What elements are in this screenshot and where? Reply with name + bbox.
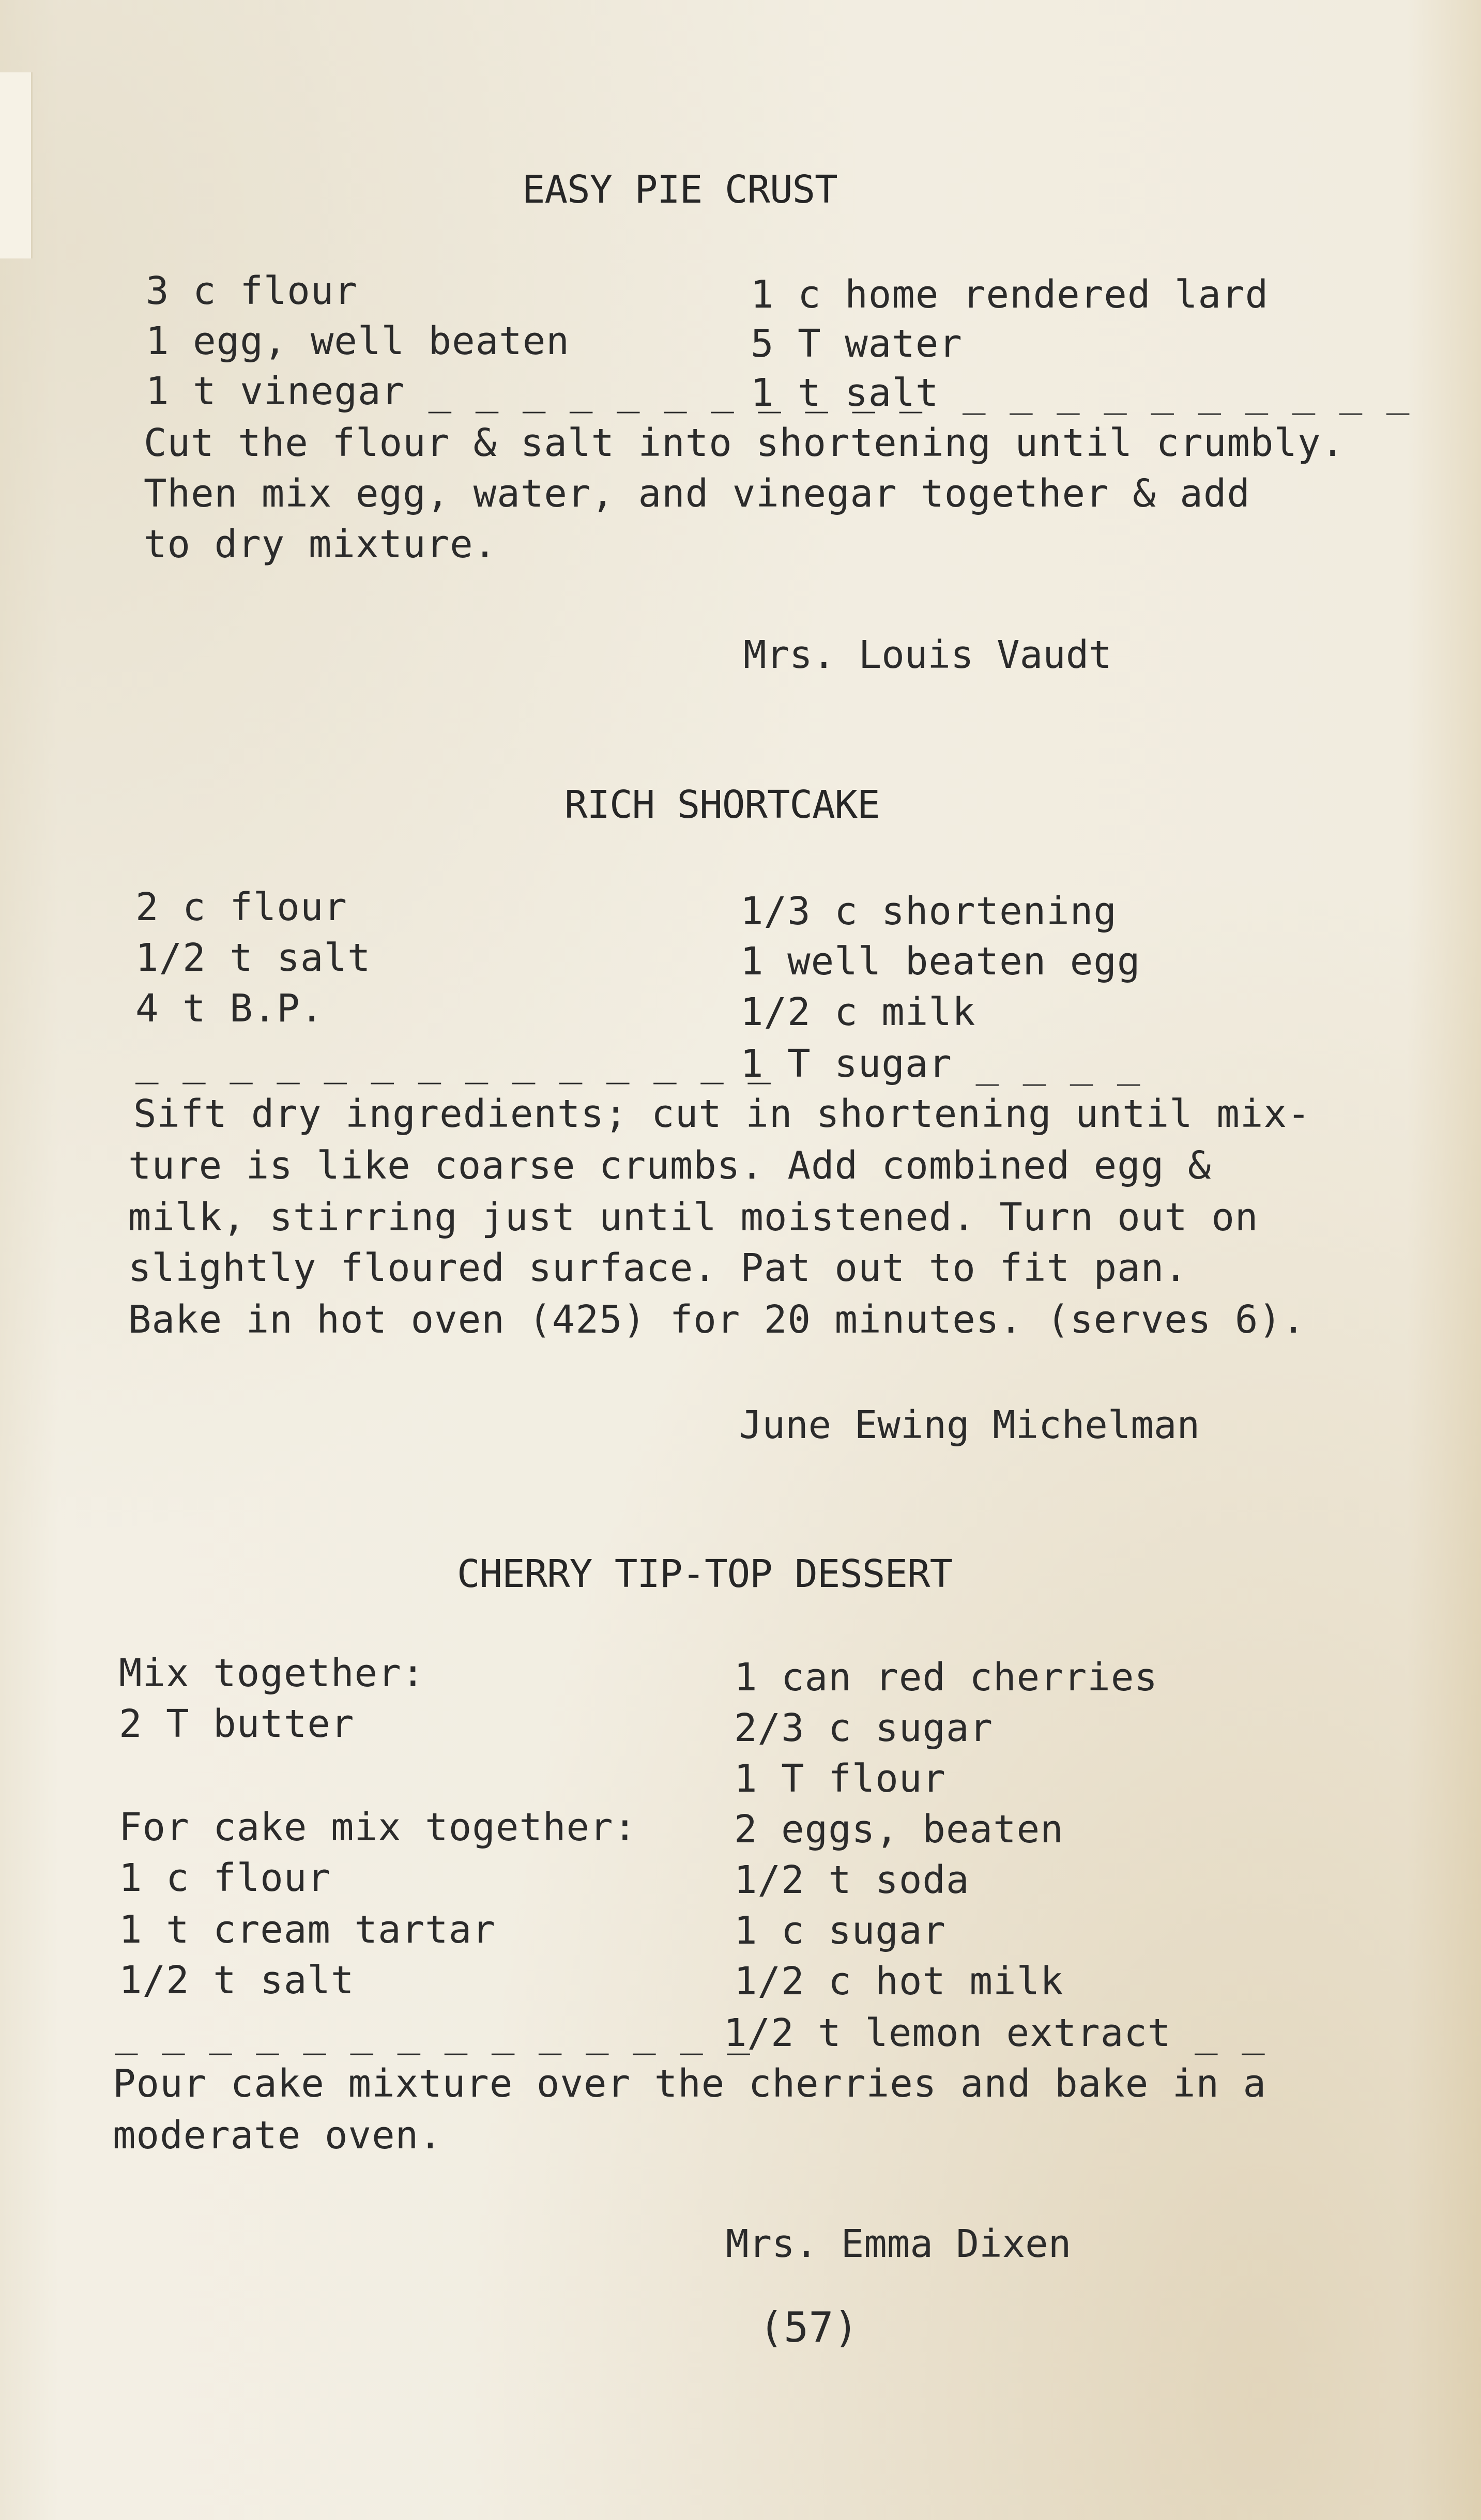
ingredient: 1 well beaten egg xyxy=(740,939,1141,984)
ingredient: 1 t salt _ _ _ _ _ _ _ _ _ _ xyxy=(751,371,1410,415)
ingredient: 2/3 c sugar xyxy=(734,1706,994,1750)
ingredient: 1/2 c milk xyxy=(740,990,976,1034)
ingredient: _ _ _ _ _ _ _ _ _ _ _ _ _ _ xyxy=(135,1040,771,1085)
ingredient: Mix together: xyxy=(119,1651,425,1696)
ingredient: 2 T butter xyxy=(119,1702,355,1746)
ingredient: 1 c home rendered lard xyxy=(751,272,1269,317)
ingredient: 1 c sugar xyxy=(734,1908,946,1953)
recipe-author: June Ewing Michelman xyxy=(739,1403,1200,1447)
ingredient: 1 t vinegar _ _ _ _ _ _ _ _ _ _ _ xyxy=(146,369,923,414)
ingredient: For cake mix together: xyxy=(119,1805,637,1850)
ingredient: 1/2 t salt xyxy=(135,936,371,980)
ingredient: 2 eggs, beaten xyxy=(734,1807,1064,1852)
ingredient: 1 T flour xyxy=(734,1757,946,1801)
recipe-title: EASY PIE CRUST xyxy=(522,167,837,212)
ingredient: 5 T water xyxy=(751,322,963,366)
page-edge-tab xyxy=(0,72,33,258)
ingredient: 4 t B.P. xyxy=(135,986,324,1031)
direction-line: Bake in hot oven (425) for 20 minutes. (serves 6). xyxy=(128,1297,1306,1342)
ingredient: 1 can red cherries xyxy=(734,1655,1158,1700)
ingredient: 1 egg, well beaten xyxy=(146,319,570,363)
recipe-title: CHERRY TIP-TOP DESSERT xyxy=(457,1552,953,1596)
recipe-author: Mrs. Emma Dixen xyxy=(726,2222,1072,2266)
page-number: (57) xyxy=(759,2303,859,2351)
ingredient: 1/2 c hot milk xyxy=(734,1959,1064,2004)
direction-line: Pour cake mixture over the cherries and bake in a xyxy=(113,2061,1267,2106)
direction-line: Then mix egg, water, and vinegar together & add xyxy=(144,471,1250,516)
recipe-title: RICH SHORTCAKE xyxy=(564,783,880,827)
direction-line: milk, stirring just until moistened. Turn out on xyxy=(128,1195,1259,1240)
ingredient: 1 c flour xyxy=(119,1856,331,1900)
ingredient: _ _ _ _ _ _ _ _ _ _ _ _ _ _ xyxy=(115,2011,751,2055)
direction-line: ture is like coarse crumbs. Add combined egg & xyxy=(128,1143,1212,1188)
ingredient: 1/2 t salt xyxy=(119,1958,355,2003)
ingredient: 2 c flour xyxy=(135,885,347,929)
ingredient: 1/2 t soda xyxy=(734,1858,970,1902)
direction-line: moderate oven. xyxy=(113,2113,442,2158)
ingredient: 1 T sugar _ _ _ _ xyxy=(740,1042,1141,1086)
direction-line: to dry mixture. xyxy=(144,522,497,567)
ingredient: 1 t cream tartar xyxy=(119,1907,496,1952)
ingredient: 1/2 t lemon extract _ _ xyxy=(724,2011,1265,2055)
recipe-author: Mrs. Louis Vaudt xyxy=(743,633,1112,677)
ingredient: 3 c flour xyxy=(146,269,358,313)
direction-line: Sift dry ingredients; cut in shortening until mix- xyxy=(133,1092,1311,1136)
direction-line: Cut the flour & salt into shortening until crumbly. xyxy=(144,421,1345,465)
direction-line: slightly floured surface. Pat out to fit pan. xyxy=(128,1246,1188,1290)
ingredient: 1/3 c shortening xyxy=(740,889,1117,934)
